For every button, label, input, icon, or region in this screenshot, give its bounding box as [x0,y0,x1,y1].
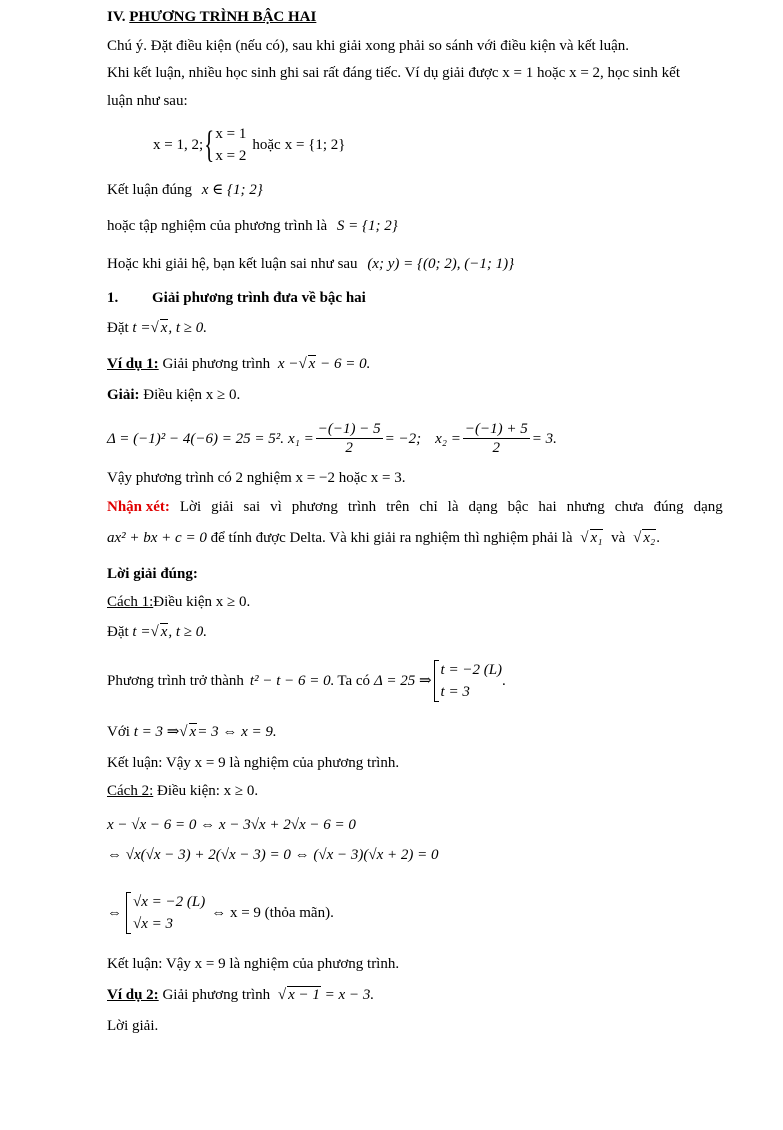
way-1-sub-radicand: x [160,624,168,640]
section-1-heading [107,288,366,308]
remark-line-1 [107,497,723,517]
way-2-label: Cách 2: [107,783,154,799]
remark-word: đúng [653,499,684,515]
correct-solution-title: Lời giải đúng: [107,566,198,582]
intro-note: Chú ý. Đặt điều kiện (nếu có), sau khi giải xong phải so sánh với điều kiện và kết luận. [107,38,629,54]
remark-word: giải [211,499,234,515]
transform-text-2: Ta có [337,672,371,689]
substitution-label: Đặt [107,320,129,336]
remark-word: hai [538,499,557,515]
system-row-2: x = 2 [215,147,247,164]
heading-number: IV. [107,9,126,25]
remark-equation: ax² + bx + c = 0 [107,530,207,546]
brace-symbol: { [204,123,215,166]
case-row-2: t = 3 [440,683,470,700]
substitution-line: Đặt t =√ x, t ≥ 0. [107,320,208,336]
with-line: Với t = 3 ⇒√ x= 3 ⇔ x = 9. [107,724,277,740]
example-1-label: Ví dụ 1: [107,356,159,372]
remark-word: trên [386,499,410,515]
system-row-1: x = 1 [215,125,247,142]
x2-result: = 3. [531,430,557,447]
remark-word: dạng [468,499,498,515]
x1-fraction [316,420,383,457]
substitution-condition: , t ≥ 0. [168,320,208,336]
intro-line3: luận như sau: [107,93,188,109]
correct-conclusion [107,180,263,200]
example-2-solution-label: Lời giải. [107,1018,159,1034]
step-3-bracket [126,892,131,934]
solve-condition: Điều kiện x ≥ 0. [143,387,241,403]
step-3-case-1: √x = −2 (L) [133,893,206,910]
solution-set-line [107,216,398,236]
remark-and: và [611,530,626,546]
way-2-step-3 [107,890,334,935]
example-1-eq-left: x − [277,356,299,372]
solve-label: Giải: [107,387,140,403]
remark-root-1: x₁ [590,530,603,546]
way-2-condition: Điều kiện: x ≥ 0. [157,783,259,799]
way-1-sub-t: t = [132,624,151,640]
x1-denominator: 2 [345,440,353,457]
example-1-conclusion: Vậy phương trình có 2 nghiệm x = −2 hoặc x = 3. [107,470,406,486]
x1-numerator: −(−1) − 5 [317,421,381,438]
wrong-conclusions [153,122,345,167]
x2-fraction [463,420,530,457]
way-1-substitution: Đặt t =√ x, t ≥ 0. [107,624,208,640]
section-heading [107,7,316,27]
step-3-result: ⇔ x = 9 (thỏa mãn). [211,904,334,921]
transform-line: Phương trình trở thành t² − t − 6 = 0. Ta có Δ = 25 ⇒ t = −2 (L) t = 3 . [107,658,506,703]
way-1-sub-label: Đặt [107,624,129,640]
remark-word: trình [347,499,377,515]
transform-delta: Δ = 25 ⇒ [374,672,432,689]
substitution-radicand: x [160,320,168,336]
correct-conclusion-label: Kết luận đúng [107,182,192,198]
remark-word: dạng [693,499,723,515]
way-1-condition: Điều kiện x ≥ 0. [153,594,251,610]
remark-word: chưa [614,499,644,515]
remark-word: vì [270,499,282,515]
remark-word: phương [291,499,338,515]
system-wrong-line [107,254,514,274]
x1-label: x₁ = [288,430,314,447]
remark-word: sai [243,499,261,515]
way-1-label: Cách 1: [107,594,154,610]
way-2-line [107,781,258,801]
with-expr-b: = 3 ⇔ x = 9. [197,724,277,740]
intro-line2: Khi kết luận, nhiều học sinh ghi sai rất đáng tiếc. Ví dụ giải được x = 1 hoặc x = 2, học sinh kết [107,65,681,81]
delta-line [107,418,557,459]
example-1-radicand: x [308,356,316,372]
step-3-cases [133,891,205,935]
example-2-eq-right: = x − 3. [324,987,375,1003]
remark-label: Nhận xét: [107,499,170,515]
example-1-solve-line [107,385,240,405]
x2-label: x₂ = [435,430,461,447]
example-1-text: Giải phương trình [162,356,271,372]
system-wrong-label: Hoặc khi giải hệ, bạn kết luận sai như sau [107,256,358,272]
with-label: Với [107,724,130,740]
remark-word: là [447,499,459,515]
remark-line-2: ax² + bx + c = 0 để tính được Delta. Và khi giải ra nghiệm thì nghiệm phải là √ x₁ và √ x₂. [107,530,660,546]
heading-title: PHƯƠNG TRÌNH BẬC HAI [129,9,317,25]
wrong-conclusion-a: x = 1, 2; [153,136,204,153]
section-1-title: Giải phương trình đưa về bậc hai [152,290,366,306]
substitution-t: t = [132,320,151,336]
example-2-line: Ví dụ 2: Giải phương trình √ x − 1 = x − 3. [107,987,375,1003]
x2-denominator: 2 [492,440,501,457]
wrong-conclusion-c: x = {1; 2} [284,136,346,153]
way-2-step-2: ⇔ √x(√x − 3) + 2(√x − 3) = 0 ⇔ (√x − 3)(√x + 2) = 0 [107,847,439,863]
step-3-case-2: √x = 3 [133,915,174,932]
remark-word: bậc [507,499,529,515]
case-row-1: t = −2 (L) [440,661,503,678]
example-1-eq-right: − 6 = 0. [320,356,371,372]
step-3-arrow: ⇔ [107,904,122,921]
way-1-sub-condition: , t ≥ 0. [168,624,208,640]
with-radicand: x [189,724,197,740]
system-wrong-expr: (x; y) = {(0; 2), (−1; 1)} [367,256,515,272]
with-expr-a: t = 3 ⇒ [133,724,180,740]
section-1-number: 1. [107,290,119,306]
or-word: hoặc [252,136,281,153]
remark-word: chỉ [419,499,438,515]
example-2-text: Giải phương trình [162,987,271,1003]
x2-numerator: −(−1) + 5 [464,421,528,438]
way-2-conclusion: Kết luận: Vậy x = 9 là nghiệm của phương trình. [107,956,400,972]
way-2-step-1: x − √x − 6 = 0 ⇔ x − 3√x + 2√x − 6 = 0 [107,817,356,833]
example-2-radicand: x − 1 [288,987,320,1003]
example-2-label: Ví dụ 2: [107,987,159,1003]
solution-set-expr: S = {1; 2} [336,218,398,234]
remark-word: nhưng [566,499,605,515]
solution-set-label: hoặc tập nghiệm của phương trình là [107,218,328,234]
correct-conclusion-expr: x ∈ {1; 2} [201,182,263,198]
transform-text: Phương trình trở thành [107,672,244,689]
transform-equation: t² − t − 6 = 0. [249,672,335,689]
case-bracket [434,660,439,702]
remark-root-2: x₂ [643,530,656,546]
wrong-conclusion-system [215,123,246,167]
remark-word: Lời [179,499,202,515]
way-1-line [107,592,250,612]
delta-expression: Δ = (−1)² − 4(−6) = 25 = 5². [107,430,284,447]
remark-line-2-text: để tính được Delta. Và khi giải ra nghiệm thì nghiệm phải là [210,530,573,546]
example-1-line: Ví dụ 1: Giải phương trình x −√ x − 6 = 0. [107,356,371,372]
way-1-conclusion: Kết luận: Vậy x = 9 là nghiệm của phương trình. [107,755,400,771]
transform-cases [441,659,503,703]
x1-result: = −2; [384,430,422,447]
